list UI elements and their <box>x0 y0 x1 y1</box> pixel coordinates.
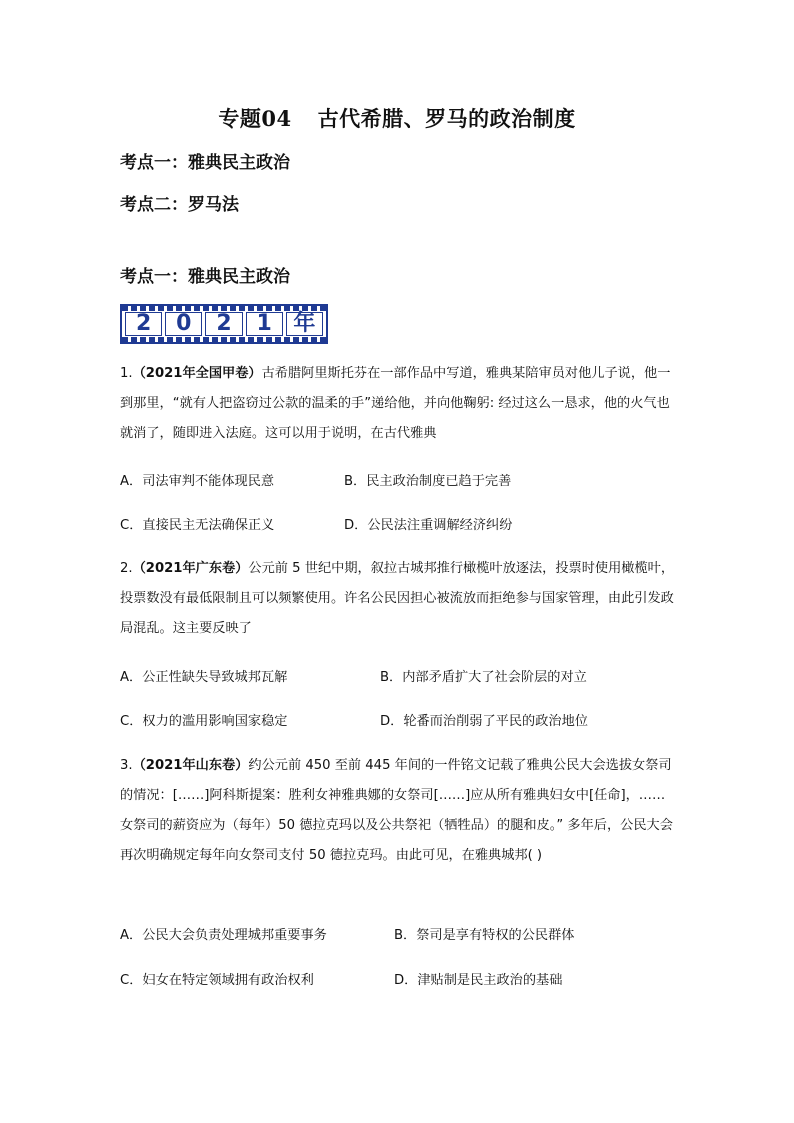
toc-item-text: 雅典民主政治 <box>188 153 290 173</box>
question-3-option-b[interactable]: B．祭司是享有特权的公民群体 <box>394 928 575 943</box>
question-1-option-a[interactable]: A．司法审判不能体现民意 <box>120 474 275 489</box>
question-number: 2. <box>120 561 133 576</box>
question-3 <box>120 751 676 871</box>
question-3-option-a[interactable]: A．公民大会负责处理城邦重要事务 <box>120 928 327 943</box>
section-heading <box>120 262 290 287</box>
title-topic-number: 专题04 <box>218 106 292 131</box>
question-number: 1. <box>120 366 133 381</box>
question-1-option-b[interactable]: B．民主政治制度已趋于完善 <box>344 474 512 489</box>
year-digit: 0 <box>165 312 202 336</box>
toc-item-label: 考点二： <box>120 195 188 215</box>
toc-item-label: 考点一： <box>120 153 188 173</box>
toc-item-text: 罗马法 <box>188 195 239 215</box>
section-label: 考点一： <box>120 267 188 287</box>
question-2-option-a[interactable]: A．公正性缺失导致城邦瓦解 <box>120 670 288 685</box>
question-1-option-c[interactable]: C．直接民主无法确保正义 <box>120 518 275 533</box>
question-2-option-d[interactable]: D．轮番而治削弱了平民的政治地位 <box>380 714 588 729</box>
question-2 <box>120 554 676 644</box>
question-2-option-c[interactable]: C．权力的滥用影响国家稳定 <box>120 714 288 729</box>
question-text: 公元前 5 世纪中期，叙拉古城邦推行橄榄叶放逐法，投票时使用橄榄叶，投票数没有最低限制且可以频繁使用。许名公民因担心被流放而拒绝参与国家管理，由此引发政局混乱。这主要反映了 <box>120 561 675 636</box>
year-banner <box>120 304 328 344</box>
toc-item-2 <box>120 190 239 215</box>
year-digit: 2 <box>205 312 242 336</box>
question-3-option-c[interactable]: C．妇女在特定领域拥有政治权利 <box>120 973 314 988</box>
question-3-option-d[interactable]: D．津贴制是民主政治的基础 <box>394 973 563 988</box>
film-strip-bottom <box>122 337 326 342</box>
question-2-option-b[interactable]: B．内部矛盾扩大了社会阶层的对立 <box>380 670 587 685</box>
toc-item-1 <box>120 148 290 173</box>
section-text: 雅典民主政治 <box>188 267 290 287</box>
question-1 <box>120 359 676 449</box>
title-topic-name: 古代希腊、罗马的政治制度 <box>317 106 576 131</box>
question-text: 古希腊阿里斯托芬在一部作品中写道，雅典某陪审员对他儿子说，他一到那里，“就有人把盗窃过公款的温柔的手”递给他，并向他鞠躬: 经过这么一恳求，他的火气也就消了，随即进入法庭。这可以用于说明，在古代雅典 <box>120 366 671 441</box>
page-title <box>0 103 794 133</box>
year-char: 年 <box>286 312 323 336</box>
question-source: （2021年全国甲卷） <box>132 366 262 381</box>
question-1-option-d[interactable]: D．公民法注重调解经济纠纷 <box>344 518 513 533</box>
question-number: 3. <box>120 758 133 773</box>
question-source: （2021年广东卷） <box>132 561 249 576</box>
question-text: 约公元前 450 至前 445 年间的一件铭文记载了雅典公民大会选拔女祭司的情况：[……]阿科斯提案：胜利女神雅典娜的女祭司[……]应从所有雅典妇女中[任命]，……女祭司的薪资应为（每年）50 德拉克玛以及公共祭祀（牺牲品）的腿和皮。” 多年后，公民大会再次明确规定每年向女祭司支付 50 德拉克玛。由此可见，在雅典城邦( ) <box>120 758 673 863</box>
year-digit: 2 <box>125 312 162 336</box>
question-source: （2021年山东卷） <box>132 758 249 773</box>
year-digit: 1 <box>246 312 283 336</box>
